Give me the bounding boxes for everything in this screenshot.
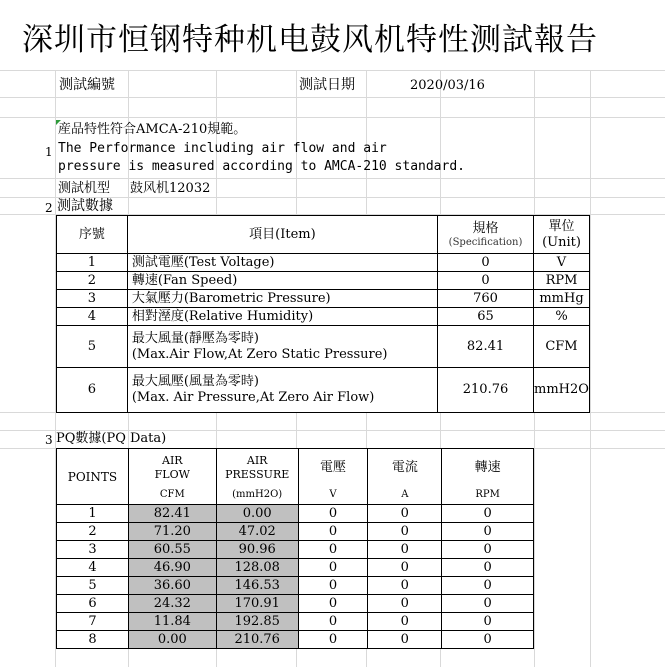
col-unit-header <box>533 216 589 254</box>
pq-flow: 46.90 <box>128 559 216 577</box>
row-unit: RPM <box>533 272 589 290</box>
pq-header-row <box>57 449 534 487</box>
table-row <box>57 368 590 413</box>
table-row <box>57 523 534 541</box>
test-data-header-row <box>57 216 590 254</box>
pq-current: 0 <box>368 523 442 541</box>
col-voltage-header: 電壓 <box>298 449 368 487</box>
pq-point: 6 <box>57 595 129 613</box>
pq-speed: 0 <box>442 613 534 631</box>
pq-pressure: 192.85 <box>216 613 298 631</box>
row-item-zh: 最大風壓(風量為零時) <box>131 374 259 389</box>
row-item: 轉速(Fan Speed) <box>127 272 437 290</box>
pq-flow: 82.41 <box>128 505 216 523</box>
pq-unit-row <box>57 487 534 505</box>
air-flow-label-2: FLOW <box>154 467 190 481</box>
row-item: 大氣壓力(Barometric Pressure) <box>127 290 437 308</box>
col-spec-label: 規格 <box>472 220 499 236</box>
table-row <box>57 631 534 649</box>
pq-flow: 0.00 <box>128 631 216 649</box>
table-row <box>57 541 534 559</box>
table-row <box>57 308 590 326</box>
pq-current: 0 <box>368 631 442 649</box>
pq-flow: 71.20 <box>128 523 216 541</box>
pq-point: 7 <box>57 613 129 631</box>
col-spec-label-en: (Specification) <box>448 236 523 248</box>
pq-voltage: 0 <box>298 541 368 559</box>
pq-speed: 0 <box>442 505 534 523</box>
pq-voltage: 0 <box>298 559 368 577</box>
row-item <box>127 368 437 413</box>
table-row <box>57 290 590 308</box>
pq-point: 4 <box>57 559 129 577</box>
pq-voltage: 0 <box>298 613 368 631</box>
row-spec: 65 <box>438 308 534 326</box>
table-row <box>57 613 534 631</box>
current-unit: A <box>368 487 442 505</box>
air-flow-unit: CFM <box>128 487 216 505</box>
row-item-en: (Max.Air Flow,At Zero Static Pressure) <box>131 346 388 362</box>
pq-speed: 0 <box>442 541 534 559</box>
pq-data-table <box>56 448 534 649</box>
pq-current: 0 <box>368 613 442 631</box>
row-no: 2 <box>57 272 128 290</box>
pq-voltage: 0 <box>298 595 368 613</box>
pq-speed: 0 <box>442 577 534 595</box>
row-unit: mmH2O <box>533 368 589 413</box>
air-pressure-label-1: AIR <box>246 453 268 467</box>
col-item-header: 項目(Item) <box>127 216 437 254</box>
air-pressure-label-2: PRESSURE <box>225 467 290 481</box>
table-row <box>57 272 590 290</box>
section-1-line-3: pressure is measured according to AMCA-210 standard. <box>58 159 465 174</box>
row-item-en: (Max. Air Pressure,At Zero Air Flow) <box>131 390 375 405</box>
row-item: 相對溼度(Relative Humidity) <box>127 308 437 326</box>
row-item <box>127 326 437 368</box>
pq-pressure: 210.76 <box>216 631 298 649</box>
pq-current: 0 <box>368 595 442 613</box>
table-row <box>57 595 534 613</box>
report-title: 深圳市恒钢特种机电鼓风机特性测試報告 <box>22 14 662 59</box>
voltage-unit: V <box>298 487 368 505</box>
table-row <box>57 559 534 577</box>
col-unit-label: 單位 <box>548 218 575 234</box>
pq-point: 1 <box>57 505 129 523</box>
section-1-line-1: 産品特性符合AMCA-210規範。 <box>58 122 247 137</box>
pq-point: 2 <box>57 523 129 541</box>
pq-voltage: 0 <box>298 631 368 649</box>
pq-pressure: 0.00 <box>216 505 298 523</box>
col-no-header: 序號 <box>57 216 128 254</box>
pq-point: 8 <box>57 631 129 649</box>
row-no: 5 <box>57 326 128 368</box>
row-unit: CFM <box>533 326 589 368</box>
pq-speed: 0 <box>442 559 534 577</box>
table-row <box>57 577 534 595</box>
table-row <box>57 505 534 523</box>
pq-flow: 60.55 <box>128 541 216 559</box>
air-pressure-unit: (mmH2O) <box>216 487 298 505</box>
test-date-label: 测試日期 <box>299 77 355 93</box>
col-points-header: POINTS <box>57 449 129 505</box>
col-current-header: 電流 <box>368 449 442 487</box>
model-value: 鼓风机12032 <box>130 181 211 196</box>
pq-pressure: 128.08 <box>216 559 298 577</box>
row-unit: % <box>533 308 589 326</box>
section-1-line-2: The Performance including air flow and air <box>58 141 387 156</box>
row-spec: 760 <box>438 290 534 308</box>
pq-point: 3 <box>57 541 129 559</box>
pq-current: 0 <box>368 577 442 595</box>
air-flow-label-1: AIR <box>162 453 183 467</box>
speed-unit: RPM <box>442 487 534 505</box>
test-data-table <box>56 215 590 413</box>
pq-pressure: 90.96 <box>216 541 298 559</box>
pq-voltage: 0 <box>298 505 368 523</box>
table-row <box>57 254 590 272</box>
row-unit: mmHg <box>533 290 589 308</box>
pq-pressure: 146.53 <box>216 577 298 595</box>
pq-current: 0 <box>368 505 442 523</box>
pq-voltage: 0 <box>298 577 368 595</box>
row-unit: V <box>533 254 589 272</box>
test-date-value: 2020/03/16 <box>410 78 485 93</box>
row-item-zh: 最大風量(靜壓為零時) <box>131 330 259 346</box>
col-unit-label-en: (Unit) <box>542 234 581 250</box>
col-air-flow-header <box>128 449 216 487</box>
col-spec-header <box>438 216 534 254</box>
section-3-heading: PQ數據(PQ Data) <box>56 431 167 446</box>
pq-pressure: 170.91 <box>216 595 298 613</box>
row-item: 测試電壓(Test Voltage) <box>127 254 437 272</box>
row-spec: 0 <box>438 272 534 290</box>
test-number-label: 测試編號 <box>59 77 115 93</box>
col-air-pressure-header <box>216 449 298 487</box>
pq-speed: 0 <box>442 595 534 613</box>
section-2-number: 2 <box>45 201 53 215</box>
pq-voltage: 0 <box>298 523 368 541</box>
pq-current: 0 <box>368 541 442 559</box>
row-no: 3 <box>57 290 128 308</box>
section-1-number: 1 <box>45 145 53 159</box>
pq-speed: 0 <box>442 523 534 541</box>
row-no: 4 <box>57 308 128 326</box>
pq-flow: 11.84 <box>128 613 216 631</box>
pq-flow: 24.32 <box>128 595 216 613</box>
pq-pressure: 47.02 <box>216 523 298 541</box>
row-spec: 82.41 <box>438 326 534 368</box>
section-2-heading: 测試數據 <box>57 198 113 214</box>
model-label: 测試机型 <box>58 181 111 196</box>
pq-speed: 0 <box>442 631 534 649</box>
pq-flow: 36.60 <box>128 577 216 595</box>
row-no: 1 <box>57 254 128 272</box>
row-spec: 0 <box>438 254 534 272</box>
row-no: 6 <box>57 368 128 413</box>
section-3-number: 3 <box>45 433 53 447</box>
row-spec: 210.76 <box>438 368 534 413</box>
pq-point: 5 <box>57 577 129 595</box>
table-row <box>57 326 590 368</box>
col-speed-header: 轉速 <box>442 449 534 487</box>
pq-current: 0 <box>368 559 442 577</box>
